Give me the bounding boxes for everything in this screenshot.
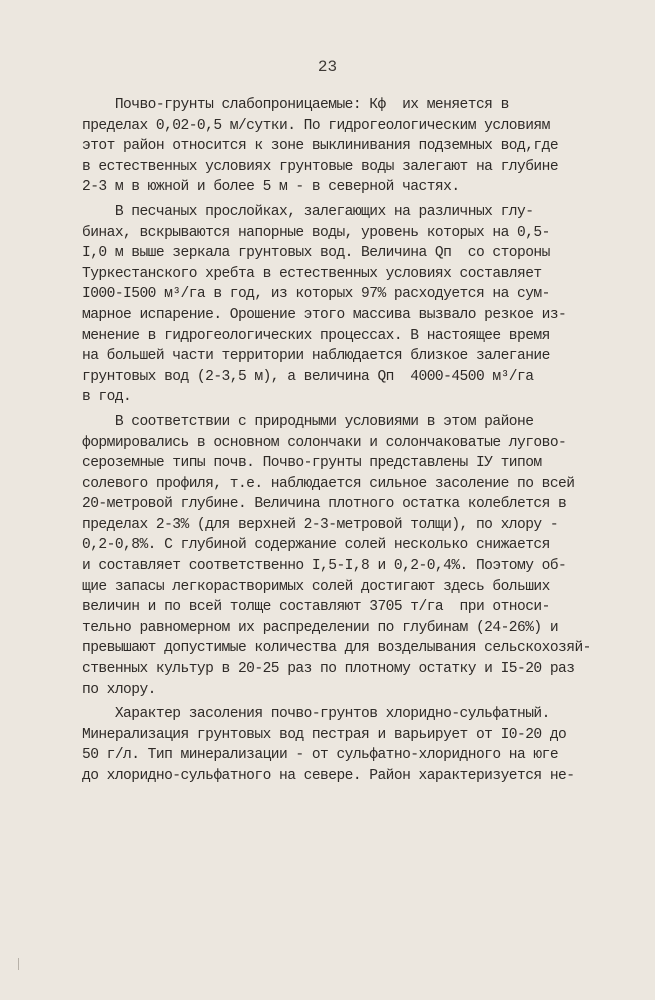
text-line: пределах 2-3% (для верхней 2-3-метровой толщи), по хлору - bbox=[82, 516, 559, 533]
text-line: Минерализация грунтовых вод пестрая и варьирует от I0-20 до bbox=[82, 726, 567, 743]
text-line: 2-3 м в южной и более 5 м - в северной частях. bbox=[82, 179, 460, 196]
text-line: 0,2-0,8%. С глубиной содержание солей несколько снижается bbox=[82, 537, 550, 554]
text-line: В соответствии с природными условиями в этом районе bbox=[82, 413, 534, 430]
text-line: превышают допустимые количества для возделывания сельскохозяй- bbox=[82, 640, 591, 657]
body-text bbox=[82, 95, 591, 787]
text-line: 20-метровой глубине. Величина плотного остатка колеблется в bbox=[82, 496, 567, 513]
text-line: в естественных условиях грунтовые воды залегают на глубине bbox=[82, 158, 559, 175]
text-line: I000-I500 м³/га в год, из которых 97% расходуется на сум- bbox=[82, 286, 550, 303]
paragraph bbox=[82, 412, 591, 700]
text-line: грунтовых вод (2-3,5 м), а величина Qп 4000-4500 м³/га bbox=[82, 368, 534, 385]
text-line: величин и по всей толще составляют 3705 т/га при относи- bbox=[82, 599, 550, 616]
text-line: ственных культур в 20-25 раз по плотному остатку и I5-20 раз bbox=[82, 661, 575, 678]
text-line: этот район относится к зоне выклинивания подземных вод,где bbox=[82, 138, 559, 155]
paragraph bbox=[82, 704, 582, 786]
text-line: Туркестанского хребта в естественных условиях составляет bbox=[82, 265, 542, 282]
text-line: бинах, вскрываются напорные воды, уровень которых на 0,5- bbox=[82, 224, 550, 241]
text-line: формировались в основном солончаки и солончаковатые лугово- bbox=[82, 434, 567, 451]
text-line: до хлоридно-сульфатного на севере. Район характеризуется не- bbox=[82, 768, 575, 784]
text-line: I,0 м выше зеркала грунтовых вод. Величина Qп со стороны bbox=[82, 245, 550, 262]
text-line: марное испарение. Орошение этого массива вызвало резкое из- bbox=[82, 306, 567, 323]
text-line: Почво-грунты слабопроницаемые: Кф их меняется в bbox=[82, 97, 509, 113]
text-line: пределах 0,02-0,5 м/сутки. По гидрогеологическим условиям bbox=[82, 117, 550, 134]
text-line: 50 г/л. Тип минерализации - от сульфатно-хлоридного на юге bbox=[82, 747, 559, 764]
text-line: на большей части территории наблюдается близкое залегание bbox=[82, 348, 550, 365]
text-line: и составляет соответственно I,5-I,8 и 0,2-0,4%. Поэтому об- bbox=[82, 558, 567, 575]
text-line: сероземные типы почв. Почво-грунты представлены IУ типом bbox=[82, 455, 542, 472]
text-line: щие запасы легкорастворимых солей достигают здесь больших bbox=[82, 578, 550, 595]
paragraph bbox=[82, 95, 582, 198]
text-line: В песчаных прослойках, залегающих на различных глу- bbox=[82, 203, 534, 220]
paragraph bbox=[82, 202, 582, 408]
margin-mark bbox=[18, 958, 19, 970]
text-line: в год. bbox=[82, 389, 132, 406]
text-line: менение в гидрогеологических процессах. В настоящее время bbox=[82, 327, 550, 344]
page-number: 23 bbox=[317, 58, 338, 76]
text-line: по хлору. bbox=[82, 681, 156, 698]
text-line: Характер засоления почво-грунтов хлоридно-сульфатный. bbox=[82, 706, 550, 723]
text-line: тельно равномерном их распределении по глубинам (24-26%) и bbox=[82, 619, 559, 636]
text-line: солевого профиля, т.е. наблюдается сильное засоление по всей bbox=[82, 475, 575, 492]
